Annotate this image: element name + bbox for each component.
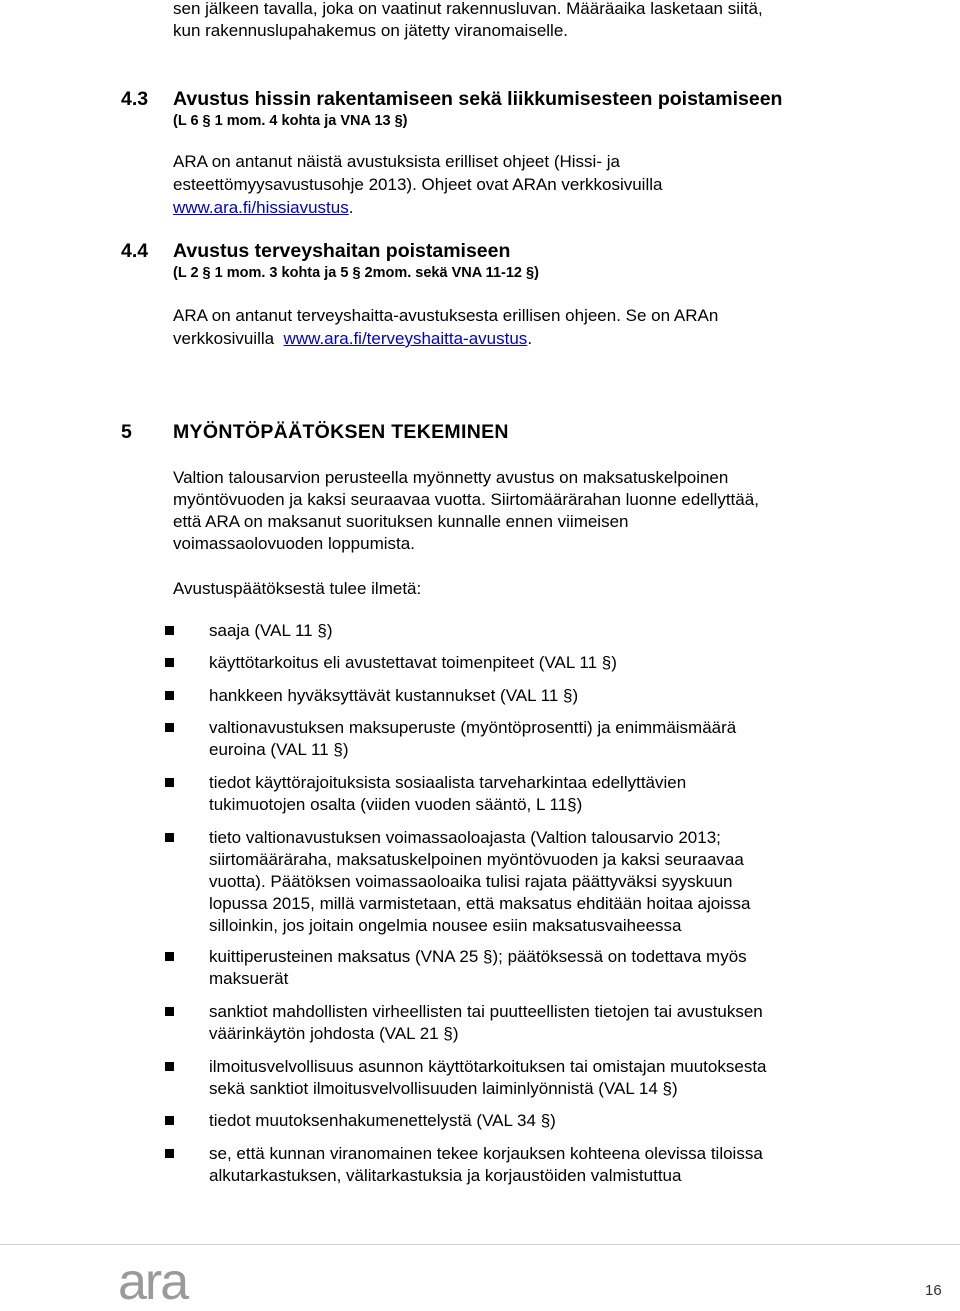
list-item-line: lopussa 2015, millä varmistetaan, että maksatus ehditään hoitaa ajoissa [209,894,751,913]
list-item-line: hankkeen hyväksyttävät kustannukset (VAL 11 §) [209,686,579,705]
list-item-line: vuotta). Päätöksen voimassaoloaika tulisi rajata päättyväksi syyskuun [209,872,733,891]
section-5-para-line-1: Valtion talousarvion perusteella myönnetty avustus on maksatuskelpoinen [173,468,729,487]
list-intro: Avustuspäätöksestä tulee ilmetä: [173,579,422,598]
bullet-marker [165,1007,174,1016]
section-5-para-line-2: myöntövuoden ja kaksi seuraavaa vuotta. Siirtomäärärahan luonne edellyttää, [173,490,759,509]
list-item-line: tieto valtionavustuksen voimassaoloajasta (Valtion talousarvio 2013; [209,828,721,847]
bullet-marker [165,833,174,842]
section-5-para-line-3: että ARA on maksanut suorituksen kunnalle ennen viimeisen [173,512,629,531]
list-item-line: maksuerät [209,969,289,988]
section-4-3-number: 4.3 [121,88,149,110]
bullet-marker [165,626,174,635]
page-number: 16 [925,1282,942,1299]
section-4-3-line-2: esteettömyysavustusohje 2013). Ohjeet ovat ARAn verkkosivuilla [173,175,663,194]
bullet-marker [165,658,174,667]
list-item-line: tukimuotojen osalta (viiden vuoden sääntö, L 11§) [209,795,583,814]
list-item-line: saaja (VAL 11 §) [209,621,333,640]
hissiavustus-link[interactable]: www.ara.fi/hissiavustus [173,198,349,217]
list-item-line: alkutarkastuksen, välitarkastuksia ja korjaustöiden valmistuttua [209,1166,682,1185]
list-item-line: siirtomääräraha, maksatuskelpoinen myöntövuoden ja kaksi seuraavaa [209,850,744,869]
section-4-3-link-line [173,197,353,219]
list-item-line: se, että kunnan viranomainen tekee korjauksen kohteena olevissa tiloissa [209,1144,763,1163]
list-item-line: ilmoitusvelvollisuus asunnon käyttötarkoituksen tai omistajan muutoksesta [209,1057,767,1076]
bullet-marker [165,1149,174,1158]
section-4-4-link-period: . [527,329,533,348]
list-item-line: väärinkäytön johdosta (VAL 21 §) [209,1024,459,1043]
bullet-marker [165,778,174,787]
intro-line-2: kun rakennuslupahakemus on jätetty viranomaiselle. [173,21,569,40]
footer-divider [0,1244,960,1245]
section-5-title: MYÖNTÖPÄÄTÖKSEN TEKEMINEN [173,421,509,443]
section-5-para-line-4: voimassaolovuoden loppumista. [173,534,415,553]
section-4-4-law: (L 2 § 1 mom. 3 kohta ja 5 § 2mom. sekä VNA 11-12 §) [173,265,539,281]
section-4-4-line-1: ARA on antanut terveyshaitta-avustuksesta erillisen ohjeen. Se on ARAn [173,306,719,325]
terveyshaitta-link[interactable]: www.ara.fi/terveyshaitta-avustus [283,329,528,348]
list-item-line: sekä sanktiot ilmoitusvelvollisuuden laiminlyönnistä (VAL 14 §) [209,1079,678,1098]
section-4-4-number: 4.4 [121,240,149,262]
list-item-line: euroina (VAL 11 §) [209,740,349,759]
section-4-4-title: Avustus terveyshaitan poistamiseen [173,240,511,262]
list-item-line: käyttötarkoitus eli avustettavat toimenpiteet (VAL 11 §) [209,653,617,672]
bullet-marker [165,1062,174,1071]
section-4-3-title: Avustus hissin rakentamiseen sekä liikkumisesteen poistamiseen [173,88,783,110]
ara-logo: ara [118,1253,188,1311]
intro-line-1: sen jälkeen tavalla, joka on vaatinut rakennusluvan. Määräaika lasketaan siitä, [173,0,763,18]
section-4-4-line-2-text: verkkosivuilla [173,329,275,348]
bullet-marker [165,723,174,732]
bullet-marker [165,1116,174,1125]
list-item-line: tiedot käyttörajoituksista sosiaalista tarveharkintaa edellyttävien [209,773,687,792]
list-item-line: tiedot muutoksenhakumenettelystä (VAL 34 §) [209,1111,556,1130]
list-item-line: valtionavustuksen maksuperuste (myöntöprosentti) ja enimmäismäärä [209,718,737,737]
list-item-line: sanktiot mahdollisten virheellisten tai puutteellisten tietojen tai avustuksen [209,1002,763,1021]
list-item-line: silloinkin, jos joitain ongelmia nousee esiin maksatusvaiheessa [209,916,682,935]
section-4-3-line-1: ARA on antanut näistä avustuksista erilliset ohjeet (Hissi- ja [173,152,620,171]
list-item-line: kuittiperusteinen maksatus (VNA 25 §); päätöksessä on todettava myös [209,947,747,966]
section-5-number: 5 [121,421,133,443]
bullet-marker [165,691,174,700]
section-4-3-link-period: . [348,198,354,217]
section-4-4-link-line [173,328,532,350]
bullet-marker [165,952,174,961]
section-4-3-law: (L 6 § 1 mom. 4 kohta ja VNA 13 §) [173,113,408,129]
